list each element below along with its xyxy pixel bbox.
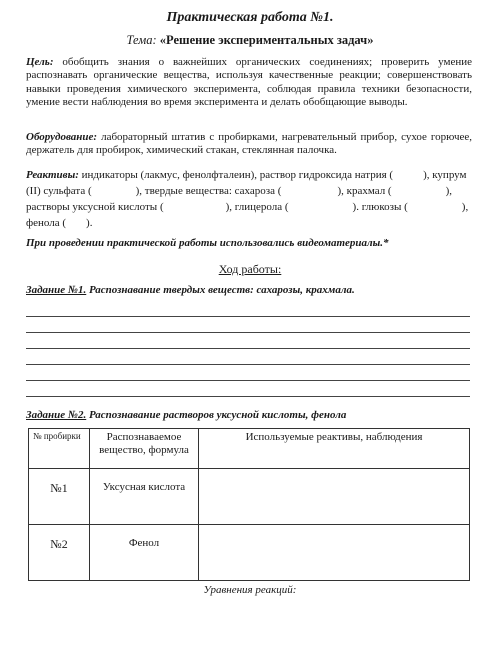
task2-text: Распознавание растворов уксусной кислоты, фенола — [88, 409, 347, 421]
table-row — [29, 469, 470, 525]
reagents-part: ), фенола ( — [26, 201, 469, 229]
answer-line[interactable] — [26, 364, 470, 365]
task2-heading — [26, 409, 486, 421]
page-title: Практическая работа №1. — [166, 10, 334, 25]
reagents-paragraph — [26, 167, 472, 231]
reagents-part: ), растворы уксусной кислоты ( — [26, 185, 453, 213]
answer-line[interactable] — [26, 332, 470, 333]
topic-line — [0, 33, 500, 48]
answer-line[interactable] — [26, 380, 470, 381]
reagents-part: ), крахмал ( — [337, 185, 392, 197]
table-row — [29, 525, 470, 581]
reagents-part: ), купрум (II) сульфата ( — [26, 169, 467, 197]
equipment-text: лабораторный штатив с пробирками, нагревательный прибор, сухое горючее, держатель для пробирок, химический стакан, стеклянная палочка. — [26, 131, 472, 157]
answer-line[interactable] — [26, 348, 470, 349]
reagents-label: Реактивы: — [26, 169, 79, 181]
answer-line[interactable] — [26, 316, 470, 317]
topic-label: Тема: — [126, 33, 157, 47]
answer-line[interactable] — [26, 396, 470, 397]
row-notes-cell[interactable] — [199, 469, 470, 525]
header-observations: Используемые реактивы, наблюдения — [199, 429, 470, 469]
reagents-part: ), твердые вещества: сахароза ( — [135, 185, 282, 197]
observation-table — [28, 428, 470, 581]
progress-heading — [0, 262, 500, 277]
row-substance: Фенол — [90, 525, 199, 581]
goal-text: обобщить знания о важнейших органических соединениях; проверить умение распознавать органические вещества, используя качественные реакции; совершенствовать навыки проведения химического эксперимента, соблюдая правила техники безопасности, умение вести наблюдения во время эксперимента и делать обобщающие выводы. — [26, 56, 472, 108]
task1-number: Задание №1. — [26, 284, 87, 296]
reagents-part: ), глицерола ( — [225, 201, 289, 213]
topic-text: «Решение экспериментальных задач» — [159, 33, 374, 47]
row-number: №2 — [29, 525, 90, 581]
row-number: №1 — [29, 469, 90, 525]
row-substance: Уксусная кислота — [90, 469, 199, 525]
header-substance: Распознаваемое вещество, формула — [90, 429, 199, 469]
task2-number: Задание №2. — [26, 409, 87, 421]
row-notes-cell[interactable] — [199, 525, 470, 581]
reagents-part: ). — [86, 217, 93, 229]
equipment-label: Оборудование: — [26, 131, 98, 143]
task1-heading — [26, 284, 486, 296]
header-tube-number: № пробирки — [29, 429, 90, 469]
progress-heading-text: Ход работы: — [218, 262, 282, 276]
equipment-paragraph — [26, 131, 472, 158]
video-note: При проведении практической работы использовались видеоматериалы.* — [26, 237, 389, 249]
goal-label: Цель: — [26, 56, 54, 68]
reagents-part: индикаторы (лакмус, фенолфталеин), раствор гидроксида натрия ( — [81, 169, 394, 181]
table-header-row — [29, 429, 470, 469]
equations-label: Уравнения реакций: — [203, 584, 297, 596]
task1-text: Распознавание твердых веществ: сахарозы, крахмала. — [88, 284, 355, 296]
goal-paragraph — [26, 56, 472, 109]
reagents-part: ). глюкозы ( — [352, 201, 408, 213]
